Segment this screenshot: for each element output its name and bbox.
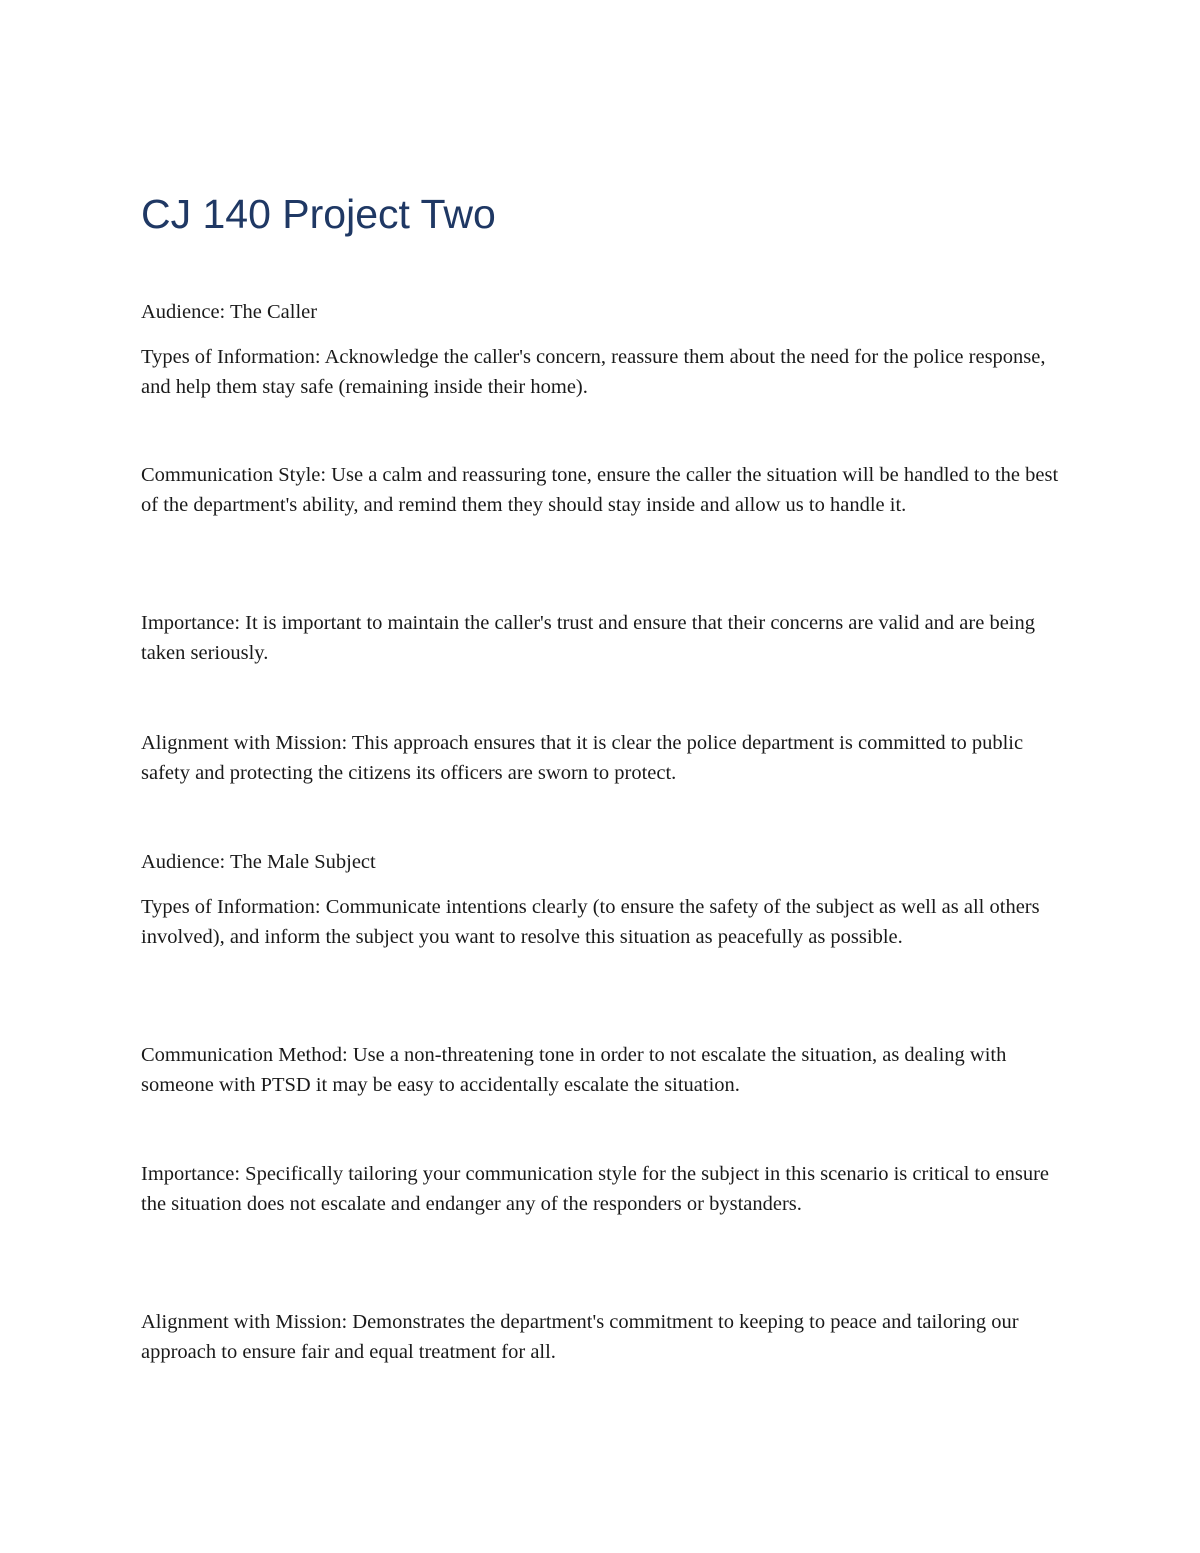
subject-alignment-with-mission: Alignment with Mission: Demonstrates the department's commitment to keeping to peace and tailoring our approach to ensure fair and equal treatment for all. <box>141 1311 1019 1363</box>
caller-alignment-with-mission: Alignment with Mission: This approach ensures that it is clear the police department is committed to public safety and protecting the citizens its officers are sworn to protect. <box>141 732 1024 784</box>
caller-types-of-information: Types of Information: Acknowledge the caller's concern, reassure them about the need for the police response, and help them stay safe (remaining inside their home). <box>141 346 1046 398</box>
subject-types-of-information: Types of Information: Communicate intentions clearly (to ensure the safety of the subject as well as all others involved), and inform the subject you want to resolve this situation as peacefully as possible. <box>141 896 1040 948</box>
audience-caller-heading: Audience: The Caller <box>141 301 318 323</box>
audience-male-subject-heading: Audience: The Male Subject <box>141 851 376 873</box>
subject-communication-method: Communication Method: Use a non-threatening tone in order to not escalate the situation, as dealing with someone with PTSD it may be easy to accidentally escalate the situation. <box>141 1044 1007 1096</box>
caller-importance: Importance: It is important to maintain the caller's trust and ensure that their concerns are valid and are being taken seriously. <box>141 612 1035 664</box>
caller-communication-style: Communication Style: Use a calm and reassuring tone, ensure the caller the situation will be handled to the best of the department's ability, and remind them they should stay inside and allow us to handle it. <box>141 464 1059 516</box>
subject-importance: Importance: Specifically tailoring your communication style for the subject in this scenario is critical to ensure the situation does not escalate and endanger any of the responders or bystanders. <box>141 1163 1049 1215</box>
document-title: CJ 140 Project Two <box>141 191 496 237</box>
